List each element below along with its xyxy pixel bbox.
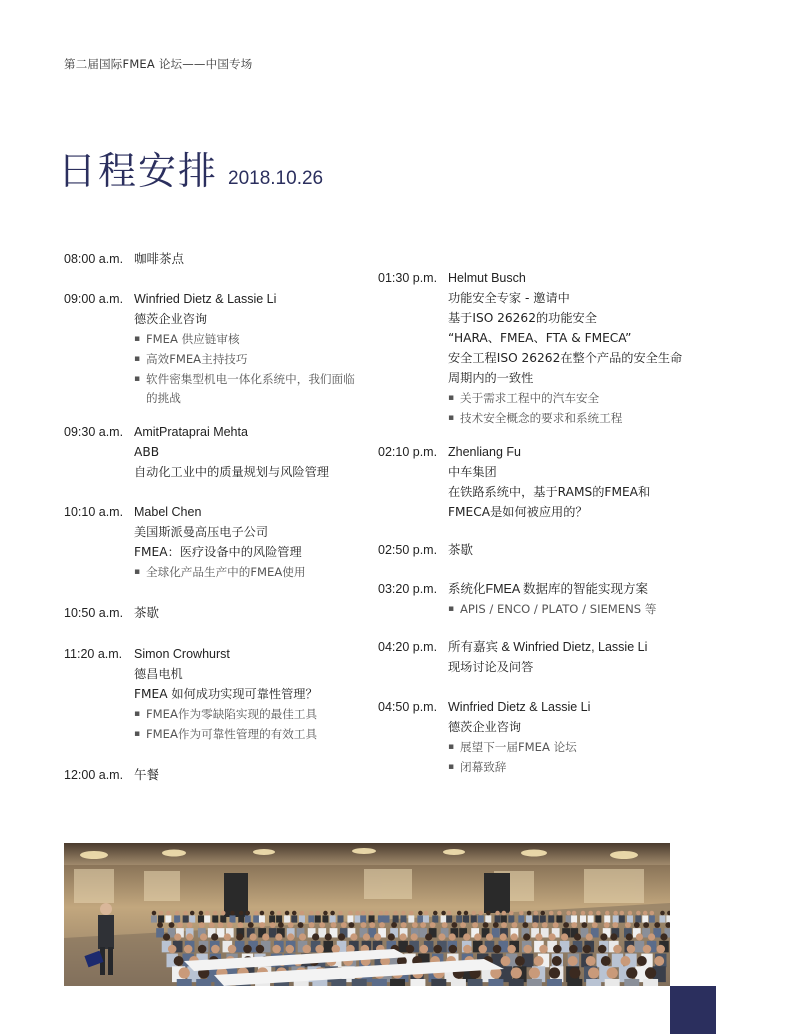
bullet-text: APIS / ENCO / PLATO / SIEMENS 等 (460, 602, 657, 616)
entry-detail: 德茨企业咨询 (134, 312, 208, 326)
bullet-text: 闭幕致辞 (460, 760, 507, 774)
entry-heading: 咖啡茶点 (134, 252, 185, 266)
entry-body (134, 603, 364, 623)
bullet-item (448, 737, 688, 757)
entry-heading: Zhenliang Fu (448, 445, 521, 459)
entry-detail: 功能安全专家 - 邀请中 (448, 291, 570, 305)
bullet-item (134, 724, 364, 744)
entry-detail: 在铁路系统中，基于RAMS的FMEA和FMECA是如何被应用的？ (448, 485, 651, 519)
entry-body (448, 637, 688, 677)
entry-detail: 德茨企业咨询 (448, 720, 522, 734)
bullet-item (448, 388, 688, 408)
entry-body (448, 442, 688, 522)
entry-detail: 德昌电机 (134, 667, 183, 681)
entry-time: 04:20 p.m. (378, 640, 438, 654)
schedule-entry (64, 765, 364, 785)
bullet-icon: ▪ (134, 374, 141, 384)
bullet-icon: ▪ (134, 334, 141, 344)
entry-body (448, 697, 688, 777)
entry-time: 11:20 a.m. (64, 647, 123, 661)
bullet-text: 高效FMEA主持技巧 (146, 352, 248, 366)
entry-heading: 所有嘉宾 & Winfried Dietz, Lassie Li (448, 640, 648, 654)
entry-detail: “HARA、FMEA、FTA & FMECA” (448, 331, 632, 345)
bullet-item (134, 369, 364, 408)
entry-detail: FMEA 如何成功实现可靠性管理？ (134, 687, 318, 701)
entry-time: 10:10 a.m. (64, 505, 124, 519)
bullet-item (134, 562, 364, 582)
entry-detail: ABB (134, 445, 160, 459)
entry-heading: 茶歇 (448, 543, 474, 557)
bullet-icon: ▪ (448, 393, 455, 403)
entry-body (134, 422, 364, 482)
entry-time: 09:30 a.m. (64, 425, 124, 439)
bullet-icon: ▪ (448, 762, 455, 772)
bullet-item (448, 408, 688, 428)
bullet-item (448, 757, 688, 777)
bullet-text: FMEA 供应链审核 (146, 332, 240, 346)
bullet-icon: ▪ (448, 604, 455, 614)
bullet-text: 技术安全概念的要求和系统工程 (460, 411, 623, 425)
schedule-entry (378, 579, 688, 619)
bullet-text: 关于需求工程中的汽车安全 (460, 391, 600, 405)
entry-detail: 现场讨论及问答 (448, 660, 534, 674)
entry-body (134, 765, 364, 785)
entry-detail: FMEA：医疗设备中的风险管理 (134, 545, 302, 559)
entry-heading: Mabel Chen (134, 505, 202, 519)
entry-body (448, 579, 688, 619)
event-date: 2018.10.26 (228, 168, 324, 189)
schedule-entry (64, 644, 364, 744)
schedule-entry (64, 502, 364, 582)
schedule-entry (64, 603, 364, 623)
entry-time: 08:00 a.m. (64, 252, 124, 266)
entry-detail: 美国斯派曼高压电子公司 (134, 525, 269, 539)
schedule-entry (378, 442, 688, 522)
title-text: 日程安排 (58, 149, 219, 193)
bullet-item (134, 704, 364, 724)
entry-body (134, 289, 364, 408)
bullet-icon: ▪ (134, 354, 141, 364)
conference-photo (64, 843, 670, 986)
entry-heading: AmitPrataprai Mehta (134, 425, 248, 439)
entry-time: 01:30 p.m. (378, 271, 438, 285)
entry-heading: 午餐 (134, 768, 160, 782)
bullet-text: 软件密集型机电一体化系统中，我们面临的挑战 (146, 372, 355, 405)
bullet-item (448, 599, 688, 619)
bullet-text: FMEA作为可靠性管理的有效工具 (146, 727, 318, 741)
bullet-icon: ▪ (134, 729, 141, 739)
entry-time: 03:20 p.m. (378, 582, 438, 596)
entry-body (134, 644, 364, 744)
schedule-entry (378, 637, 688, 677)
entry-body (134, 249, 364, 269)
decorative-corner-block (670, 986, 716, 1034)
bullet-icon: ▪ (134, 709, 141, 719)
entry-heading: Simon Crowhurst (134, 647, 230, 661)
bullet-text: FMEA作为零缺陷实现的最佳工具 (146, 707, 318, 721)
schedule-entry (64, 422, 364, 482)
entry-body (134, 502, 364, 582)
entry-heading: Helmut Busch (448, 271, 526, 285)
entry-time: 10:50 a.m. (64, 606, 124, 620)
entry-body (448, 540, 688, 560)
schedule-entry (378, 268, 688, 428)
entry-time: 04:50 p.m. (378, 700, 438, 714)
entry-time: 02:50 p.m. (378, 543, 438, 557)
entry-time: 02:10 p.m. (378, 445, 438, 459)
entry-heading: Winfried Dietz & Lassie Li (448, 700, 591, 714)
entry-detail: 自动化工业中的质量规划与风险管理 (134, 465, 329, 479)
schedule-entry (64, 249, 364, 269)
bullet-icon: ▪ (134, 567, 141, 577)
schedule-entry (378, 697, 688, 777)
entry-time: 12:00 a.m. (64, 768, 124, 782)
entry-heading: Winfried Dietz & Lassie Li (134, 292, 277, 306)
entry-time: 09:00 a.m. (64, 292, 124, 306)
series-title: 第二届国际FMEA 论坛——中国专场 (64, 57, 253, 71)
bullet-text: 全球化产品生产中的FMEA使用 (146, 565, 306, 579)
entry-detail: 安全工程ISO 26262在整个产品的安全生命周期内的一致性 (448, 351, 683, 385)
bullet-icon: ▪ (448, 742, 455, 752)
entry-detail: 基于ISO 26262的功能安全 (448, 311, 597, 325)
page-title (58, 140, 323, 195)
bullet-text: 展望下一届FMEA 论坛 (460, 740, 577, 754)
entry-detail: 中车集团 (448, 465, 497, 479)
entry-heading: 系统化FMEA 数据库的智能实现方案 (448, 582, 649, 596)
entry-heading: 茶歇 (134, 606, 160, 620)
bullet-item (134, 329, 364, 349)
entry-body (448, 268, 688, 428)
schedule-entry (64, 289, 364, 408)
schedule-entry (378, 540, 688, 560)
bullet-icon: ▪ (448, 413, 455, 423)
bullet-item (134, 349, 364, 369)
